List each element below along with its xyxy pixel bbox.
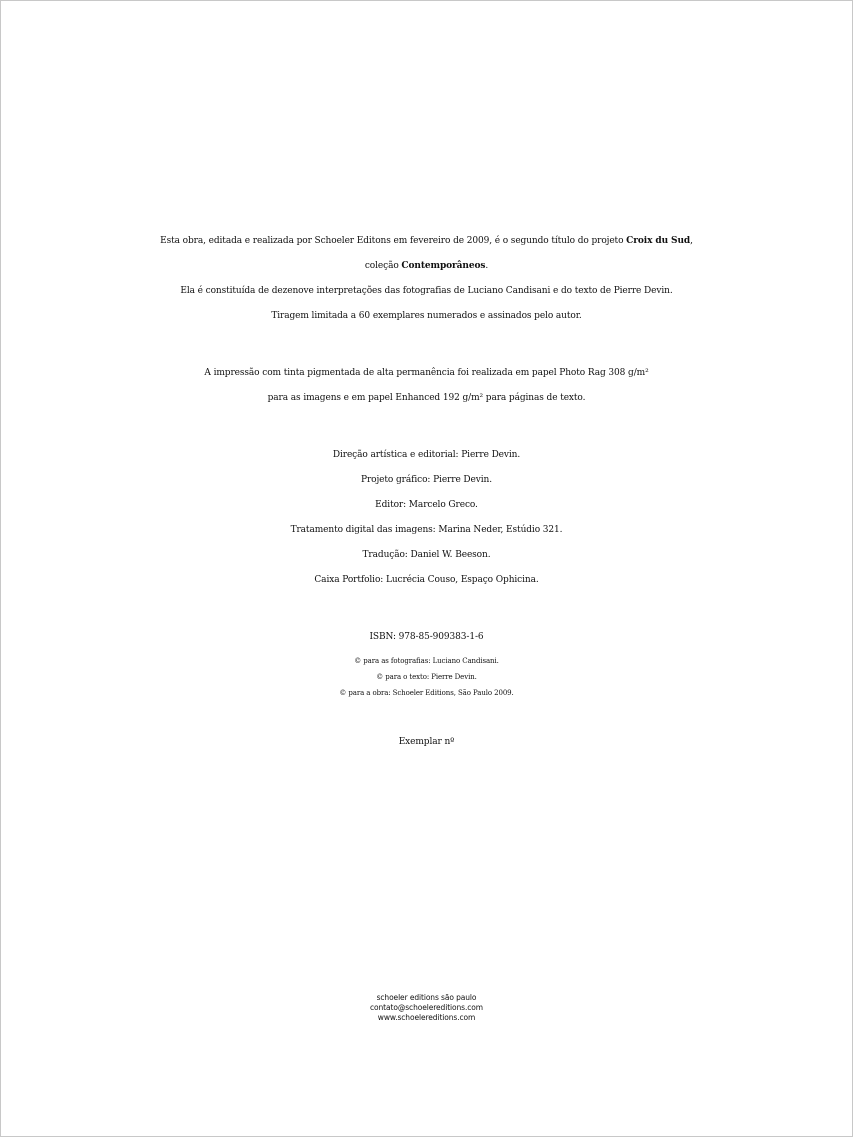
print-run-statement: Tiragem limitada a 60 exemplares numerados e assinados pelo autor. (271, 311, 582, 321)
edition-statement-line-1 (1, 235, 852, 247)
publisher-website: www.schoelereditions.com (377, 1013, 476, 1022)
credit-editor: Editor: Marcelo Greco. (375, 500, 478, 510)
punctuation: , (690, 236, 693, 246)
punctuation: . (485, 261, 489, 271)
edition-statement-line-2 (1, 260, 852, 272)
isbn: ISBN: 978-85-909383-1-6 (369, 632, 484, 642)
publisher-email: contato@schoelereditions.com (370, 1003, 483, 1012)
credit-graphic-design: Projeto gráfico: Pierre Devin. (361, 475, 492, 485)
copyright-photos: © para as fotografias: Luciano Candisani. (354, 657, 499, 665)
contents-statement: Ela é constituída de dezenove interpretações das fotografias de Luciano Candisani e do texto de Pierre Devin. (180, 286, 673, 296)
copyright-work: © para a obra: Schoeler Editions, São Paulo 2009. (339, 689, 514, 697)
project-name: Croix du Sud (626, 236, 691, 246)
credit-portfolio-box: Caixa Portfolio: Lucrécia Couso, Espaço Ophicina. (314, 575, 539, 585)
printing-statement-line-1: A impressão com tinta pigmentada de alta permanência foi realizada em papel Photo Rag 308 g/m² (204, 368, 649, 378)
credit-translation: Tradução: Daniel W. Beeson. (362, 550, 491, 560)
credit-digital-treatment: Tratamento digital das imagens: Marina Neder, Estúdio 321. (290, 525, 563, 535)
printing-statement-line-2: para as imagens e em papel Enhanced 192 g/m² para páginas de texto. (267, 393, 586, 403)
collection-prefix: coleção (364, 261, 402, 271)
edition-statement-text: Esta obra, editada e realizada por Schoeler Editons em fevereiro de 2009, é o segundo título do projeto (160, 236, 627, 246)
copy-number: Exemplar nº (398, 737, 455, 747)
collection-name: Contemporâneos (401, 261, 486, 271)
credit-art-direction: Direção artística e editorial: Pierre Devin. (332, 450, 521, 460)
copyright-text: © para o texto: Pierre Devin. (376, 673, 477, 681)
publisher-name: schoeler editions são paulo (376, 993, 477, 1002)
